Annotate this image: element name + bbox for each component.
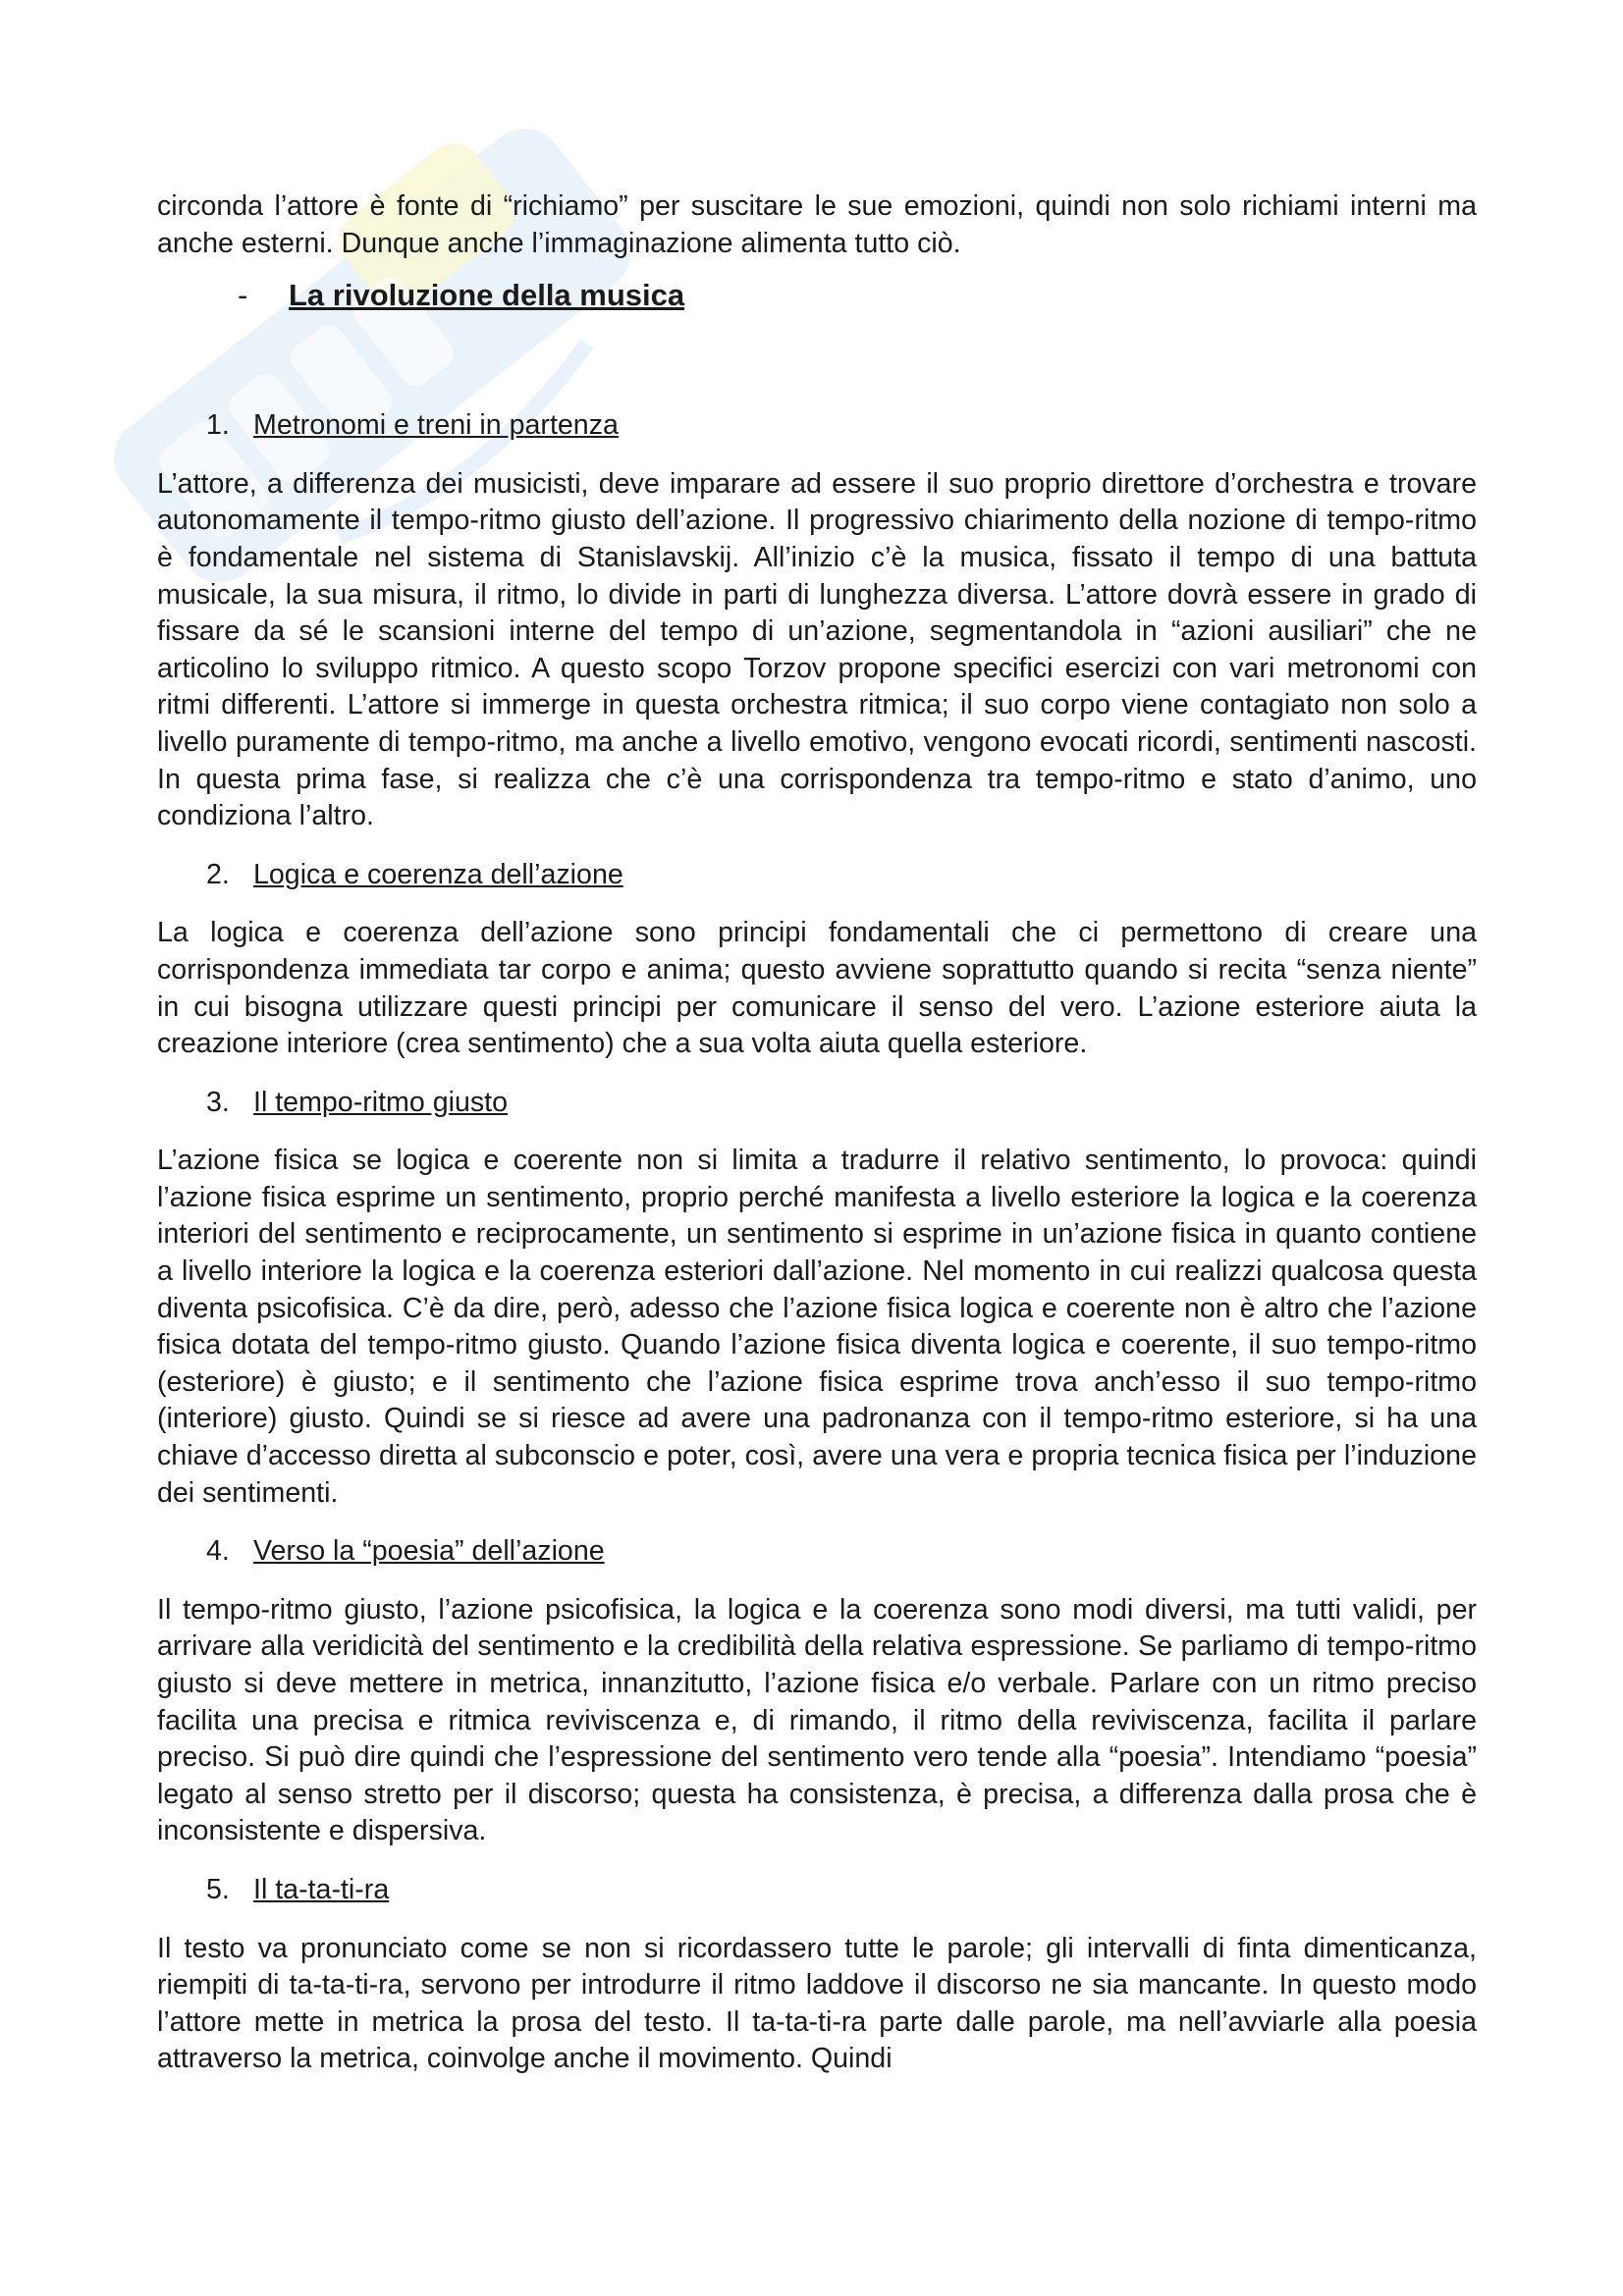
- subsection-paragraph-4: Il tempo-ritmo giusto, l’azione psicofisica, la logica e la coerenza sono modi diversi, ma tutti validi, per arrivare alla veridicità del sentimento e la credibilità della relativa espressione. Se parliamo di tempo-ritmo giusto si deve mettere in metrica, innanzitutto, l’azione fisica e/o verbale. Parlare con un ritmo preciso facilita una precisa e ritmica reviviscenza e, di rimando, il ritmo della reviviscenza, facilita il parlare preciso. Si può dire quindi che l’espressione del sentimento vero tende alla “poesia”. Intendiamo “poesia” legato al senso stretto per il discorso; questa ha consistenza, è precisa, a differenza dalla prosa che è inconsistente e dispersiva.: [157, 1593, 1477, 1847]
- section-bullet: -: [238, 278, 248, 313]
- subsection-heading-1: [206, 407, 1477, 445]
- subsection-title: Logica e coerenza dell’azione: [253, 858, 623, 890]
- subsection-number: 2.: [206, 858, 230, 890]
- subsection-paragraph-5: Il testo va pronunciato come se non si ricordassero tutte le parole; gli intervalli di finta dimenticanza, riempiti di ta-ta-ti-ra, servono per introdurre il ritmo laddove il discorso ne sia mancante. In questo modo l’attore mette in metrica la prosa del testo. Il ta-ta-ti-ra parte dalle parole, ma nell’avviarle alla poesia attraverso la metrica, coinvolge anche il movimento. Quindi: [157, 1932, 1477, 2075]
- subsection-heading-2: [206, 857, 1477, 894]
- subsection-paragraph-1: L’attore, a differenza dei musicisti, deve imparare ad essere il suo proprio direttore d’orchestra e trovare autonomamente il tempo-ritmo giusto dell’azione. Il progressivo chiarimento della nozione di tempo-ritmo è fondamentale nel sistema di Stanislavskij. All’inizio c’è la musica, fissato il tempo di una battuta musicale, la sua misura, il ritmo, lo divide in parti di lunghezza diversa. L’attore dovrà essere in grado di fissare da sé le scansioni interne del tempo di un’azione, segmentandola in “azioni ausiliari” che ne articolino lo sviluppo ritmico. A questo scopo Torzov propone specifici esercizi con vari metronomi con ritmi differenti. L’attore si immerge in questa orchestra ritmica; il suo corpo viene contagiato non solo a livello puramente di tempo-ritmo, ma anche a livello emotivo, vengono evocati ricordi, sentimenti nascosti. In questa prima fase, si realizza che c’è una corrispondenza tra tempo-ritmo e stato d’animo, uno condiziona l’altro.: [157, 467, 1477, 832]
- section-title: La rivoluzione della musica: [289, 278, 685, 313]
- subsection-title: Il ta-ta-ti-ra: [253, 1873, 390, 1905]
- subsection-title: Verso la “poesia” dell’azione: [253, 1535, 605, 1568]
- subsection-number: 3.: [206, 1086, 230, 1118]
- document-page: [157, 188, 1477, 2078]
- subsection-heading-5: [206, 1872, 1477, 1909]
- subsection-title: Il tempo-ritmo giusto: [253, 1086, 509, 1118]
- subsection-paragraph-2: La logica e coerenza dell’azione sono principi fondamentali che ci permettono di creare una corrispondenza immediata tar corpo e anima; questo avviene soprattutto quando si recita “senza niente” in cui bisogna utilizzare questi principi per comunicare il senso del vero. L’azione esteriore aiuta la creazione interiore (crea sentimento) che a sua volta aiuta quella esteriore.: [157, 917, 1477, 1060]
- subsection-heading-4: [206, 1533, 1477, 1571]
- subsection-number: 4.: [206, 1535, 230, 1568]
- intro-paragraph: circonda l’attore è fonte di “richiamo” per suscitare le sue emozioni, quindi non solo richiami interni ma anche esterni. Dunque anche l’immaginazione alimenta tutto ciò.: [157, 190, 1477, 259]
- subsection-number: 5.: [206, 1873, 230, 1905]
- subsection-paragraph-3: L’azione fisica se logica e coerente non si limita a tradurre il relativo sentimento, lo provoca: quindi l’azione fisica esprime un sentimento, proprio perché manifesta a livello esteriore la logica e la coerenza interiori del sentimento e reciprocamente, un sentimento si esprime in un’azione fisica in quanto contiene a livello interiore la logica e la coerenza esteriori dall’azione. Nel momento in cui realizzi qualcosa questa diventa psicofisica. C’è da dire, però, adesso che l’azione fisica logica e coerente non è altro che l’azione fisica dotata del tempo-ritmo giusto. Quando l’azione fisica diventa logica e coerente, il suo tempo-ritmo (esteriore) è giusto; e il sentimento che l’azione fisica esprime trova anch’esso il suo tempo-ritmo (interiore) giusto. Quindi se si riesce ad avere una padronanza con il tempo-ritmo esteriore, si ha una chiave d’accesso diretta al subconscio e poter, così, avere una vera e propria tecnica fisica per l’induzione dei sentimenti.: [157, 1145, 1477, 1509]
- subsection-heading-3: [206, 1085, 1477, 1122]
- subsection-title: Metronomi e treni in partenza: [253, 409, 619, 442]
- section-heading: [238, 276, 1477, 315]
- subsection-number: 1.: [206, 409, 230, 442]
